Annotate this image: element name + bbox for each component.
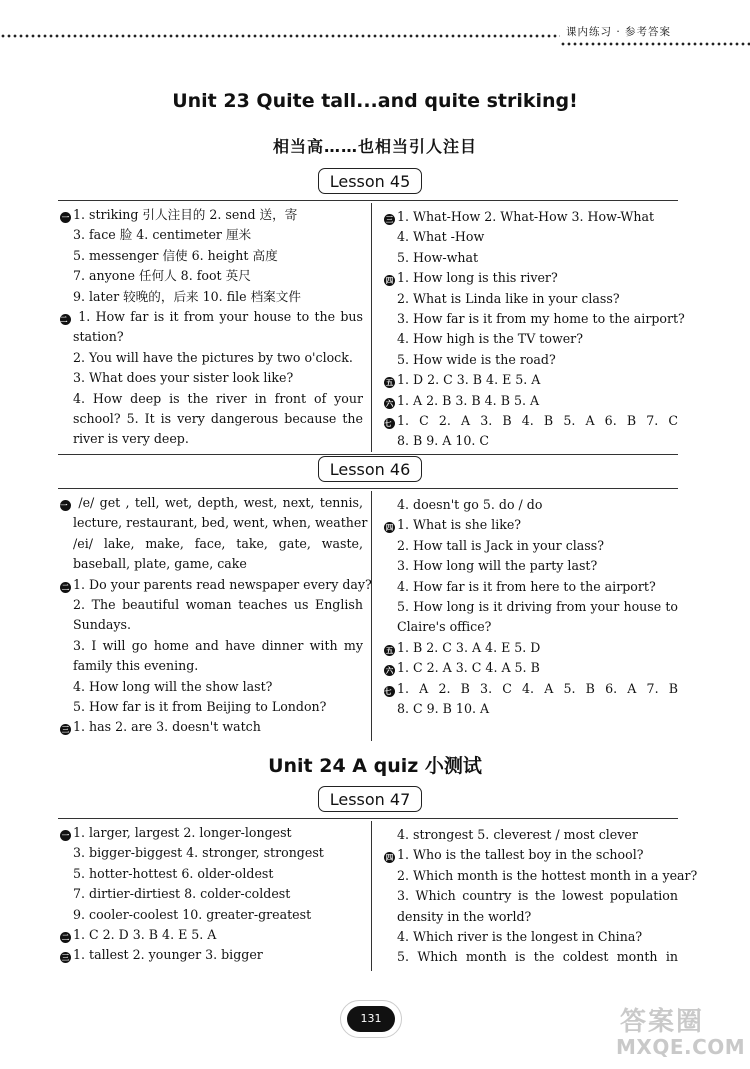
- answer-text: river is very deep.: [73, 431, 189, 447]
- answer-text: 1. D 2. C 3. B 4. E 5. A: [397, 372, 541, 388]
- watermark-line-2: MXQE.COM: [616, 1035, 746, 1059]
- answer-text: 1. How long is this river?: [397, 270, 558, 286]
- lesson-45-label: Lesson 45: [318, 168, 422, 194]
- answer-line: [384, 495, 678, 515]
- answer-line: [384, 845, 678, 865]
- answer-line: [60, 615, 363, 635]
- answer-line: [384, 350, 678, 370]
- section-number-marker: 五: [385, 645, 394, 655]
- answer-line: [60, 327, 363, 347]
- answer-line: [60, 636, 363, 656]
- answer-line: [384, 907, 678, 927]
- answer-line: [60, 409, 363, 429]
- answer-line: [384, 515, 678, 535]
- answer-line: [60, 205, 363, 225]
- answer-text: 5. hotter-hottest 6. older-oldest: [73, 865, 274, 881]
- header-dotted-rule-right: [560, 42, 750, 46]
- answer-text: 1. Do your parents read newspaper every day?: [73, 576, 372, 592]
- page-number: 131: [347, 1006, 395, 1032]
- answer-text: 1. Who is the tallest boy in the school?: [397, 847, 644, 863]
- answer-text: 4. Which river is the longest in China?: [397, 928, 643, 944]
- answer-line: [384, 556, 678, 576]
- section-number-marker: 一: [60, 500, 71, 511]
- answer-text: 3. How far is it from my home to the airport?: [397, 310, 685, 326]
- answer-text: density in the world?: [397, 908, 532, 924]
- section-number-marker: 四: [385, 276, 394, 286]
- answer-line: [384, 248, 678, 268]
- section-number-marker: 五: [385, 378, 394, 388]
- answer-line: [60, 493, 363, 513]
- answer-text: school? 5. It is very dangerous because the: [73, 410, 363, 426]
- answer-line: [384, 289, 678, 309]
- answer-text: 3. What does your sister look like?: [73, 370, 294, 386]
- answer-text: 1. C 2. D 3. B 4. E 5. A: [73, 926, 217, 942]
- answer-line: [60, 656, 363, 676]
- answer-line: [60, 287, 363, 307]
- answer-line: [60, 389, 363, 409]
- answer-line: [60, 595, 363, 615]
- lesson-45-right-column: [384, 207, 685, 452]
- answer-line: [60, 884, 363, 904]
- answer-line: [384, 825, 678, 845]
- answer-line: [384, 536, 678, 556]
- answer-line: [384, 927, 678, 947]
- answer-line: [384, 658, 678, 678]
- section-number-marker: 六: [385, 666, 394, 676]
- lesson-47-label: Lesson 47: [318, 786, 422, 812]
- answer-text: /ei/ lake, make, face, take, gate, waste,: [73, 535, 363, 551]
- answer-line: [60, 554, 363, 574]
- answer-text: 1. A 2. B 3. B 4. B 5. A: [397, 392, 540, 408]
- lesson-46-left-column: [60, 493, 372, 738]
- section-number-marker: 三: [61, 953, 70, 963]
- answer-text: family this evening.: [73, 658, 199, 674]
- answer-text: 2. Which month is the hottest month in a year?: [397, 867, 698, 883]
- answer-line: [60, 348, 363, 368]
- answer-text: Claire's office?: [397, 619, 492, 635]
- section-number-marker: 一: [61, 831, 70, 840]
- answer-line: [60, 864, 363, 884]
- lesson-45-left-column: [60, 205, 363, 450]
- answer-line: [384, 947, 678, 967]
- header-dotted-rule: [0, 34, 560, 38]
- answer-line: [60, 246, 363, 266]
- answer-text: 5. Which month is the coldest month in: [397, 949, 678, 965]
- answer-line: [384, 617, 678, 637]
- answer-line: [60, 677, 363, 697]
- answer-text: 3. face 脸 4. centimeter 厘米: [73, 227, 252, 243]
- answer-text: 9. cooler-coolest 10. greater-greatest: [73, 906, 312, 922]
- answer-text: Sundays.: [73, 617, 132, 633]
- answer-line: [60, 905, 363, 925]
- answer-line: [384, 699, 678, 719]
- answer-text: 8. B 9. A 10. C: [397, 433, 490, 449]
- answer-text: 4. How long will the show last?: [73, 678, 273, 694]
- answer-text: lecture, restaurant, bed, went, when, weather: [73, 515, 368, 531]
- answer-text: 1. C 2. A 3. C 4. A 5. B: [397, 660, 540, 676]
- section-number-marker: 七: [384, 686, 395, 697]
- answer-text: 2. You will have the pictures by two o'clock.: [73, 349, 353, 365]
- section-rule: [58, 200, 678, 201]
- section-number-marker: 二: [61, 932, 70, 942]
- unit-23-subtitle: 相当高……也相当引人注目: [272, 137, 477, 156]
- answer-line: [60, 697, 363, 717]
- section-number-marker: 四: [385, 853, 394, 863]
- lesson-46-label: Lesson 46: [318, 456, 422, 482]
- answer-text: 4. How deep is the river in front of your: [73, 390, 363, 406]
- answer-line: [60, 225, 363, 245]
- answer-line: [384, 309, 685, 329]
- answer-text: 5. How long is it driving from your house to: [397, 598, 678, 614]
- answer-text: 1. What-How 2. What-How 3. How-What: [397, 209, 655, 224]
- answer-line: [60, 925, 363, 945]
- answer-text: 3. bigger-biggest 4. stronger, strongest: [73, 845, 324, 861]
- answer-text: 1. How far is it from your house to the bus: [73, 308, 363, 324]
- answer-line: [384, 391, 678, 411]
- answer-line: [384, 268, 678, 288]
- lesson-47-left-column: [60, 823, 363, 966]
- answer-text: 1. What is she like?: [397, 517, 522, 533]
- watermark-line-1: 答案圈: [620, 1007, 705, 1037]
- answer-line: [384, 638, 678, 658]
- answer-line: [384, 207, 678, 227]
- answer-text: 4. How far is it from here to the airport?: [397, 578, 656, 594]
- answer-text: 8. C 9. B 10. A: [397, 700, 490, 716]
- answer-text: 4. What -How: [397, 229, 485, 245]
- answer-text: 4. doesn't go 5. do / do: [397, 497, 543, 512]
- section-number-marker: 二: [60, 314, 71, 325]
- answer-text: 5. messenger 信使 6. height 高度: [73, 247, 278, 263]
- answer-text: 2. How tall is Jack in your class?: [397, 537, 604, 553]
- lesson-46-right-column: [384, 495, 678, 719]
- header-text: 课内练习 · 参考答案: [566, 26, 672, 38]
- answer-text: 1. C 2. A 3. B 4. B 5. A 6. B 7. C: [397, 412, 678, 428]
- section-number-marker: 三: [61, 725, 70, 735]
- answer-text: 4. strongest 5. cleverest / most clever: [397, 827, 638, 842]
- section-number-marker: 二: [61, 582, 70, 592]
- answer-line: [384, 679, 678, 699]
- section-number-marker: 六: [385, 398, 394, 408]
- answer-line: [60, 823, 363, 843]
- answer-line: [60, 575, 372, 595]
- answer-text: 7. anyone 任何人 8. foot 英尺: [73, 268, 251, 284]
- answer-text: /e/ get , tell, wet, depth, west, next, tennis,: [73, 495, 363, 510]
- answer-text: baseball, plate, game, cake: [73, 556, 247, 572]
- answer-text: station?: [73, 329, 124, 345]
- answer-text: 1. striking 引人注目的 2. send 送，寄: [73, 207, 298, 222]
- answer-text: 1. A 2. B 3. C 4. A 5. B 6. A 7. B: [397, 680, 678, 696]
- answer-line: [60, 534, 363, 554]
- unit-23-title: Unit 23 Quite tall...and quite striking!: [172, 90, 578, 112]
- section-rule: [58, 488, 678, 489]
- answer-text: 1. B 2. C 3. A 4. E 5. D: [397, 639, 541, 655]
- answer-line: [60, 513, 368, 533]
- answer-line: [60, 717, 363, 737]
- answer-text: 7. dirtier-dirtiest 8. colder-coldest: [73, 886, 291, 902]
- column-divider: [371, 203, 372, 452]
- answer-text: 9. later 较晚的，后来 10. file 档案文件: [73, 288, 301, 304]
- section-rule: [58, 818, 678, 819]
- section-number-marker: 四: [385, 523, 394, 533]
- section-number-marker: 一: [61, 213, 70, 222]
- answer-line: [60, 945, 363, 965]
- answer-line: [60, 368, 363, 388]
- answer-line: [384, 431, 678, 451]
- answer-line: [60, 266, 363, 286]
- section-number-marker: 七: [384, 418, 395, 429]
- answer-text: 4. How high is the TV tower?: [397, 331, 583, 347]
- answer-text: 2. The beautiful woman teaches us English: [73, 596, 363, 612]
- section-rule: [58, 454, 678, 455]
- answer-line: [384, 577, 678, 597]
- answer-line: [384, 597, 678, 617]
- answer-line: [60, 429, 363, 449]
- answer-line: [384, 411, 678, 431]
- answer-text: 5. How far is it from Beijing to London?: [73, 698, 327, 714]
- answer-line: [384, 886, 678, 906]
- section-number-marker: 三: [385, 215, 394, 224]
- answer-line: [60, 843, 363, 863]
- answer-text: 1. tallest 2. younger 3. bigger: [73, 947, 263, 963]
- answer-line: [384, 329, 678, 349]
- answer-text: 3. How long will the party last?: [397, 558, 598, 574]
- answer-line: [384, 227, 678, 247]
- answer-text: 1. larger, largest 2. longer-longest: [73, 825, 292, 840]
- answer-text: 3. Which country is the lowest population: [397, 888, 678, 904]
- answer-text: 5. How wide is the road?: [397, 351, 556, 367]
- answer-text: 3. I will go home and have dinner with my: [73, 637, 363, 653]
- column-divider: [371, 491, 372, 741]
- answer-text: 2. What is Linda like in your class?: [397, 290, 620, 306]
- answer-line: [60, 307, 363, 327]
- answer-text: 1. has 2. are 3. doesn't watch: [73, 719, 261, 735]
- column-divider: [371, 821, 372, 971]
- unit-24-title: Unit 24 A quiz 小测试: [268, 755, 482, 777]
- answer-line: [384, 370, 678, 390]
- answer-text: 5. How-what: [397, 249, 479, 265]
- lesson-47-right-column: [384, 825, 698, 968]
- watermark: [616, 1001, 744, 1063]
- answer-line: [384, 866, 698, 886]
